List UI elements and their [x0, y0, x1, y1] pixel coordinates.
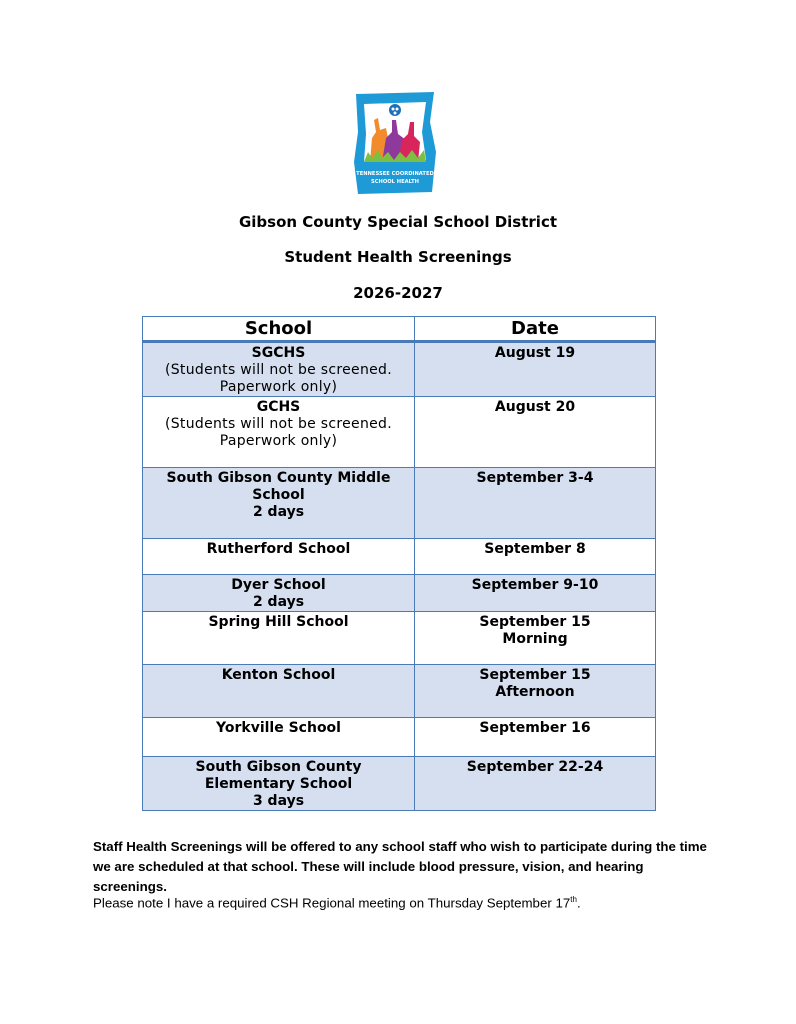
meeting-note-period: .: [576, 895, 581, 911]
table-row: [143, 757, 656, 811]
screening-date: September 16: [479, 720, 591, 736]
screening-date: September 3-4: [476, 470, 594, 486]
logo-text-line1: TENNESSEE COORDINATED: [356, 171, 434, 177]
school-name: Dyer School: [231, 577, 326, 593]
meeting-note-text: Please note I have a required CSH Regional meeting on Thursday September 17: [93, 895, 571, 911]
table-header-row: [143, 317, 656, 342]
date-cell: [415, 397, 656, 468]
school-note: Paperwork only): [219, 379, 338, 395]
school-days: 3 days: [252, 793, 305, 809]
screening-date: September 22-24: [466, 759, 604, 775]
screening-time: Morning: [502, 631, 568, 647]
school-name: Rutherford School: [206, 541, 351, 557]
screening-date: August 19: [494, 345, 576, 361]
screening-schedule-table: [142, 316, 656, 811]
date-cell: [415, 468, 656, 539]
school-name: Kenton School: [221, 667, 336, 683]
school-cell: [143, 757, 415, 811]
date-cell: [415, 612, 656, 665]
table-row: [143, 718, 656, 757]
school-cell: [143, 397, 415, 468]
district-title: Gibson County Special School District: [238, 213, 558, 231]
logo-text-line2: SCHOOL HEALTH: [370, 179, 420, 185]
school-name: SGCHS: [251, 345, 306, 361]
table-row: [143, 539, 656, 575]
school-cell: [143, 539, 415, 575]
school-note: (Students will not be screened.: [164, 362, 392, 378]
date-cell: [415, 665, 656, 718]
school-cell: [143, 342, 415, 397]
date-cell: [415, 342, 656, 397]
screening-date: August 20: [494, 399, 576, 415]
school-days: 2 days: [252, 504, 305, 520]
school-cell: [143, 665, 415, 718]
school-note: (Students will not be screened.: [164, 416, 392, 432]
table-row: [143, 468, 656, 539]
school-cell: [143, 718, 415, 757]
date-column-header: Date: [415, 317, 656, 342]
meeting-note-ordinal: th: [570, 895, 577, 904]
school-name: South Gibson County Middle: [166, 470, 391, 486]
screening-date: September 8: [484, 541, 586, 557]
school-cell: [143, 575, 415, 612]
screening-date: September 15: [479, 614, 591, 630]
school-name: Yorkville School: [216, 720, 341, 736]
screening-time: Afternoon: [495, 684, 575, 700]
staff-screening-note: Staff Health Screenings will be offered to any school staff who wish to participate during the time we are scheduled at that school. These will include blood pressure, vision, and hearing screenings.: [93, 839, 707, 894]
date-cell: [415, 575, 656, 612]
school-name: Spring Hill School: [208, 614, 349, 630]
school-name: Elementary School: [204, 776, 353, 792]
table-row: [143, 397, 656, 468]
school-year: 2026-2027: [353, 284, 443, 302]
school-column-header: School: [143, 317, 415, 342]
date-cell: [415, 539, 656, 575]
screening-date: September 15: [479, 667, 591, 683]
school-name: School: [252, 487, 305, 503]
table-row: [143, 612, 656, 665]
school-cell: [143, 468, 415, 539]
date-cell: [415, 757, 656, 811]
date-cell: [415, 718, 656, 757]
school-name: GCHS: [256, 399, 301, 415]
school-cell: [143, 612, 415, 665]
table-row: [143, 342, 656, 397]
school-note: Paperwork only): [219, 433, 338, 449]
table-row: [143, 665, 656, 718]
school-name: South Gibson County: [195, 759, 362, 775]
table-row: [143, 575, 656, 612]
school-days: 2 days: [252, 594, 305, 610]
tennessee-coordinated-school-health-logo: [352, 92, 438, 194]
screening-date: September 9-10: [471, 577, 599, 593]
document-title: Student Health Screenings: [284, 248, 512, 266]
meeting-note: [93, 890, 713, 913]
